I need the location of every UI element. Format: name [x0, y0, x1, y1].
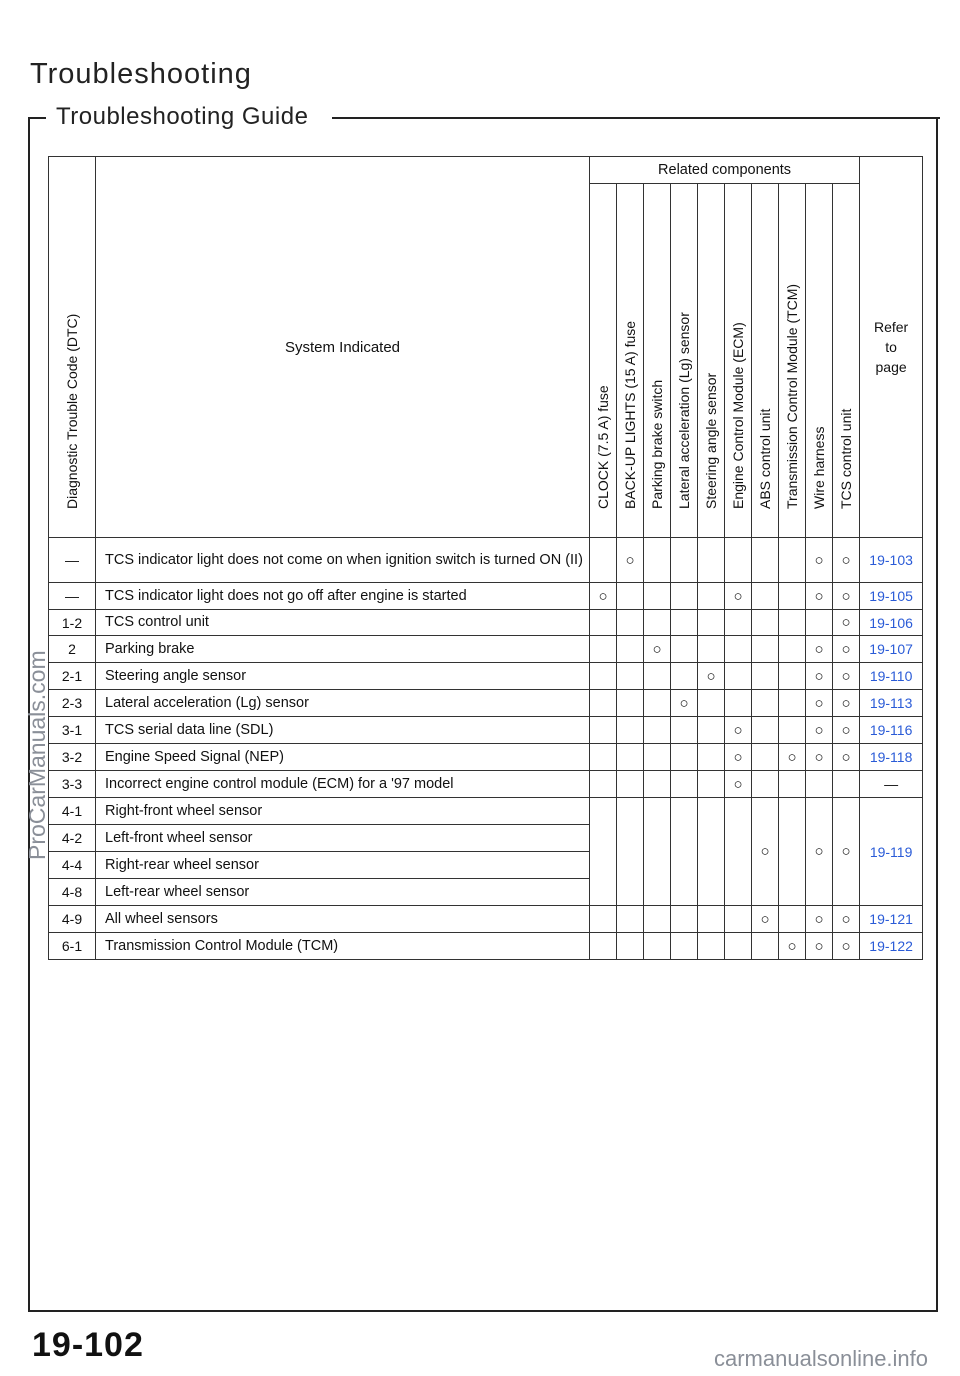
dtc-code: 6-1	[49, 933, 96, 960]
mark-cell	[671, 538, 698, 583]
table-row	[49, 636, 923, 663]
mark-cell	[671, 583, 698, 610]
system-description: Incorrect engine control module (ECM) for a '97 model	[96, 771, 590, 798]
mark-cell	[698, 636, 725, 663]
mark-cell	[590, 583, 617, 610]
check-mark: ○	[814, 937, 824, 955]
mark-cell	[617, 663, 644, 690]
page-reference: 19-118	[860, 744, 923, 771]
mark-cell	[644, 663, 671, 690]
page-reference: 19-119	[860, 798, 923, 906]
system-description: Right-front wheel sensor	[96, 798, 590, 825]
check-mark: ○	[814, 843, 824, 860]
mark-cell	[671, 771, 698, 798]
check-mark: ○	[760, 910, 770, 928]
mark-cell	[590, 798, 617, 906]
mark-cell	[833, 663, 860, 690]
mark-cell	[617, 798, 644, 906]
related-components-header: Related components	[590, 157, 860, 184]
system-header: System Indicated	[96, 157, 590, 538]
mark-cell	[806, 690, 833, 717]
component-header	[833, 184, 860, 538]
check-mark: ○	[814, 587, 824, 605]
mark-cell	[725, 906, 752, 933]
mark-cell	[779, 906, 806, 933]
dtc-code: 1-2	[49, 610, 96, 636]
mark-cell	[833, 538, 860, 583]
page-reference: 19-106	[860, 610, 923, 636]
component-header	[779, 184, 806, 538]
component-label: Parking brake switch	[649, 379, 665, 509]
mark-cell	[725, 933, 752, 960]
system-description: TCS indicator light does not come on when ignition switch is turned ON (II)	[96, 538, 590, 583]
check-mark: ○	[841, 843, 851, 860]
mark-cell	[590, 663, 617, 690]
component-label: CLOCK (7.5 A) fuse	[595, 385, 611, 509]
mark-cell	[671, 690, 698, 717]
dtc-code: 4-2	[49, 825, 96, 852]
system-description: TCS indicator light does not go off after engine is started	[96, 583, 590, 610]
page-number: 19-102	[32, 1326, 144, 1364]
check-mark: ○	[814, 748, 824, 766]
mark-cell	[698, 538, 725, 583]
dtc-code: 2-3	[49, 690, 96, 717]
mark-cell	[806, 798, 833, 906]
mark-cell	[590, 771, 617, 798]
troubleshooting-guide-table	[48, 156, 923, 960]
mark-cell	[644, 717, 671, 744]
mark-cell	[590, 717, 617, 744]
mark-cell	[752, 744, 779, 771]
mark-cell	[833, 717, 860, 744]
system-description: Steering angle sensor	[96, 663, 590, 690]
mark-cell	[725, 744, 752, 771]
mark-cell	[590, 538, 617, 583]
mark-cell	[698, 906, 725, 933]
mark-cell	[644, 798, 671, 906]
mark-cell	[779, 798, 806, 906]
page-reference: 19-116	[860, 717, 923, 744]
mark-cell	[644, 906, 671, 933]
mark-cell	[833, 771, 860, 798]
component-header	[698, 184, 725, 538]
page-reference: 19-113	[860, 690, 923, 717]
check-mark: ○	[679, 694, 689, 712]
mark-cell	[644, 538, 671, 583]
page-reference: 19-107	[860, 636, 923, 663]
check-mark: ○	[841, 551, 851, 569]
mark-cell	[590, 610, 617, 636]
dtc-code: 4-9	[49, 906, 96, 933]
page-reference: 19-110	[860, 663, 923, 690]
mark-cell	[779, 717, 806, 744]
mark-cell	[617, 744, 644, 771]
check-mark: ○	[625, 551, 635, 569]
mark-cell	[752, 690, 779, 717]
check-mark: ○	[841, 748, 851, 766]
component-label: Steering angle sensor	[703, 372, 719, 509]
mark-cell	[833, 933, 860, 960]
check-mark: ○	[814, 694, 824, 712]
component-label: TCS control unit	[838, 408, 855, 509]
mark-cell	[833, 583, 860, 610]
dtc-code: 4-1	[49, 798, 96, 825]
mark-cell	[644, 744, 671, 771]
mark-cell	[671, 933, 698, 960]
component-label: Transmission Control Module (TCM)	[784, 283, 800, 509]
mark-cell	[779, 583, 806, 610]
mark-cell	[617, 583, 644, 610]
mark-cell	[806, 906, 833, 933]
check-mark: ○	[814, 721, 824, 739]
mark-cell	[671, 744, 698, 771]
mark-cell	[644, 933, 671, 960]
mark-cell	[806, 583, 833, 610]
mark-cell	[725, 798, 752, 906]
check-mark: ○	[841, 587, 851, 605]
check-mark: ○	[733, 587, 743, 605]
mark-cell	[725, 663, 752, 690]
section-title: Troubleshooting Guide	[56, 103, 309, 130]
mark-cell	[698, 583, 725, 610]
component-label: Wire harness	[811, 426, 827, 509]
component-label: Lateral acceleration (Lg) sensor	[676, 312, 692, 509]
mark-cell	[644, 583, 671, 610]
mark-cell	[725, 717, 752, 744]
component-header	[590, 184, 617, 538]
mark-cell	[698, 717, 725, 744]
mark-cell	[833, 798, 860, 906]
mark-cell	[644, 636, 671, 663]
dtc-code: —	[49, 538, 96, 583]
dtc-code: 2	[49, 636, 96, 663]
mark-cell	[698, 744, 725, 771]
mark-cell	[752, 538, 779, 583]
system-description: Lateral acceleration (Lg) sensor	[96, 690, 590, 717]
component-header	[671, 184, 698, 538]
mark-cell	[752, 583, 779, 610]
refer-label: to	[885, 339, 897, 355]
watermark-side: ProCarManuals.com	[24, 650, 50, 860]
mark-cell	[671, 663, 698, 690]
mark-cell	[779, 663, 806, 690]
mark-cell	[779, 744, 806, 771]
check-mark: ○	[733, 721, 743, 739]
table-row	[49, 663, 923, 690]
check-mark: ○	[841, 910, 851, 928]
mark-cell	[779, 610, 806, 636]
mark-cell	[590, 636, 617, 663]
mark-cell	[779, 933, 806, 960]
mark-cell	[725, 690, 752, 717]
dtc-code: 4-8	[49, 879, 96, 906]
mark-cell	[617, 538, 644, 583]
system-description: Left-rear wheel sensor	[96, 879, 590, 906]
check-mark: ○	[841, 721, 851, 739]
mark-cell	[779, 690, 806, 717]
mark-cell	[698, 771, 725, 798]
check-mark: ○	[814, 640, 824, 658]
mark-cell	[617, 636, 644, 663]
system-description: Right-rear wheel sensor	[96, 852, 590, 879]
table-row	[49, 717, 923, 744]
mark-cell	[752, 610, 779, 636]
mark-cell	[779, 636, 806, 663]
mark-cell	[725, 771, 752, 798]
mark-cell	[698, 610, 725, 636]
mark-cell	[752, 771, 779, 798]
page-reference: 19-122	[860, 933, 923, 960]
dtc-code: 3-2	[49, 744, 96, 771]
mark-cell	[590, 906, 617, 933]
mark-cell	[617, 771, 644, 798]
system-description: Engine Speed Signal (NEP)	[96, 744, 590, 771]
system-description: Transmission Control Module (TCM)	[96, 933, 590, 960]
mark-cell	[617, 933, 644, 960]
mark-cell	[779, 771, 806, 798]
check-mark: ○	[841, 614, 851, 631]
mark-cell	[698, 933, 725, 960]
system-description: TCS serial data line (SDL)	[96, 717, 590, 744]
mark-cell	[725, 610, 752, 636]
component-label: Engine Control Module (ECM)	[730, 322, 746, 509]
dtc-header	[49, 157, 96, 538]
system-description: TCS control unit	[96, 610, 590, 636]
mark-cell	[752, 717, 779, 744]
table-row	[49, 798, 923, 825]
table-row	[49, 690, 923, 717]
component-header	[644, 184, 671, 538]
component-header	[725, 184, 752, 538]
mark-cell	[590, 933, 617, 960]
page-reference: 19-105	[860, 583, 923, 610]
mark-cell	[671, 798, 698, 906]
mark-cell	[671, 906, 698, 933]
refer-header	[860, 157, 923, 538]
check-mark: ○	[787, 748, 797, 766]
mark-cell	[644, 610, 671, 636]
mark-cell	[698, 690, 725, 717]
mark-cell	[833, 906, 860, 933]
mark-cell	[752, 798, 779, 906]
check-mark: ○	[841, 937, 851, 955]
mark-cell	[671, 636, 698, 663]
mark-cell	[833, 610, 860, 636]
table-row	[49, 583, 923, 610]
check-mark: ○	[814, 667, 824, 685]
mark-cell	[806, 610, 833, 636]
component-header	[752, 184, 779, 538]
dtc-code: 3-1	[49, 717, 96, 744]
mark-cell	[806, 744, 833, 771]
dtc-code: 2-1	[49, 663, 96, 690]
table-row	[49, 771, 923, 798]
check-mark: ○	[841, 640, 851, 658]
check-mark: ○	[787, 937, 797, 955]
dtc-code: 3-3	[49, 771, 96, 798]
mark-cell	[833, 744, 860, 771]
check-mark: ○	[841, 667, 851, 685]
mark-cell	[833, 636, 860, 663]
mark-cell	[833, 690, 860, 717]
check-mark: ○	[733, 775, 743, 793]
mark-cell	[590, 744, 617, 771]
mark-cell	[806, 933, 833, 960]
mark-cell	[752, 636, 779, 663]
component-label: BACK-UP LIGHTS (15 A) fuse	[622, 320, 638, 509]
mark-cell	[617, 690, 644, 717]
mark-cell	[698, 798, 725, 906]
mark-cell	[617, 610, 644, 636]
check-mark: ○	[814, 551, 824, 569]
check-mark: ○	[598, 587, 608, 605]
table-row	[49, 610, 923, 636]
component-header	[806, 184, 833, 538]
mark-cell	[806, 636, 833, 663]
mark-cell	[752, 906, 779, 933]
check-mark: ○	[652, 640, 662, 658]
check-mark: ○	[841, 694, 851, 712]
table-row	[49, 906, 923, 933]
mark-cell	[806, 771, 833, 798]
system-description: Parking brake	[96, 636, 590, 663]
refer-label: Refer	[873, 319, 909, 335]
system-description: Left-front wheel sensor	[96, 825, 590, 852]
mark-cell	[779, 538, 806, 583]
mark-cell	[644, 690, 671, 717]
page-reference: 19-103	[860, 538, 923, 583]
watermark-bottom: carmanualsonline.info	[714, 1346, 929, 1371]
mark-cell	[617, 906, 644, 933]
table-row	[49, 933, 923, 960]
mark-cell	[671, 610, 698, 636]
mark-cell	[806, 663, 833, 690]
table-row	[49, 538, 923, 583]
check-mark: ○	[706, 667, 716, 685]
mark-cell	[617, 717, 644, 744]
mark-cell	[806, 538, 833, 583]
mark-cell	[725, 636, 752, 663]
mark-cell	[644, 771, 671, 798]
check-mark: ○	[814, 910, 824, 928]
dtc-code: 4-4	[49, 852, 96, 879]
component-label: ABS control unit	[757, 408, 773, 509]
check-mark: ○	[760, 843, 770, 860]
mark-cell	[698, 663, 725, 690]
mark-cell	[671, 717, 698, 744]
dtc-header-label: Diagnostic Trouble Code (DTC)	[64, 313, 80, 509]
mark-cell	[725, 538, 752, 583]
check-mark: ○	[733, 748, 743, 766]
mark-cell	[752, 663, 779, 690]
mark-cell	[752, 933, 779, 960]
page-reference: —	[860, 771, 923, 798]
component-header	[617, 184, 644, 538]
table-row	[49, 744, 923, 771]
dtc-code: —	[49, 583, 96, 610]
page-title: Troubleshooting	[30, 58, 252, 90]
page-reference: 19-121	[860, 906, 923, 933]
mark-cell	[806, 717, 833, 744]
refer-label: page	[875, 359, 907, 375]
mark-cell	[725, 583, 752, 610]
mark-cell	[590, 690, 617, 717]
system-description: All wheel sensors	[96, 906, 590, 933]
